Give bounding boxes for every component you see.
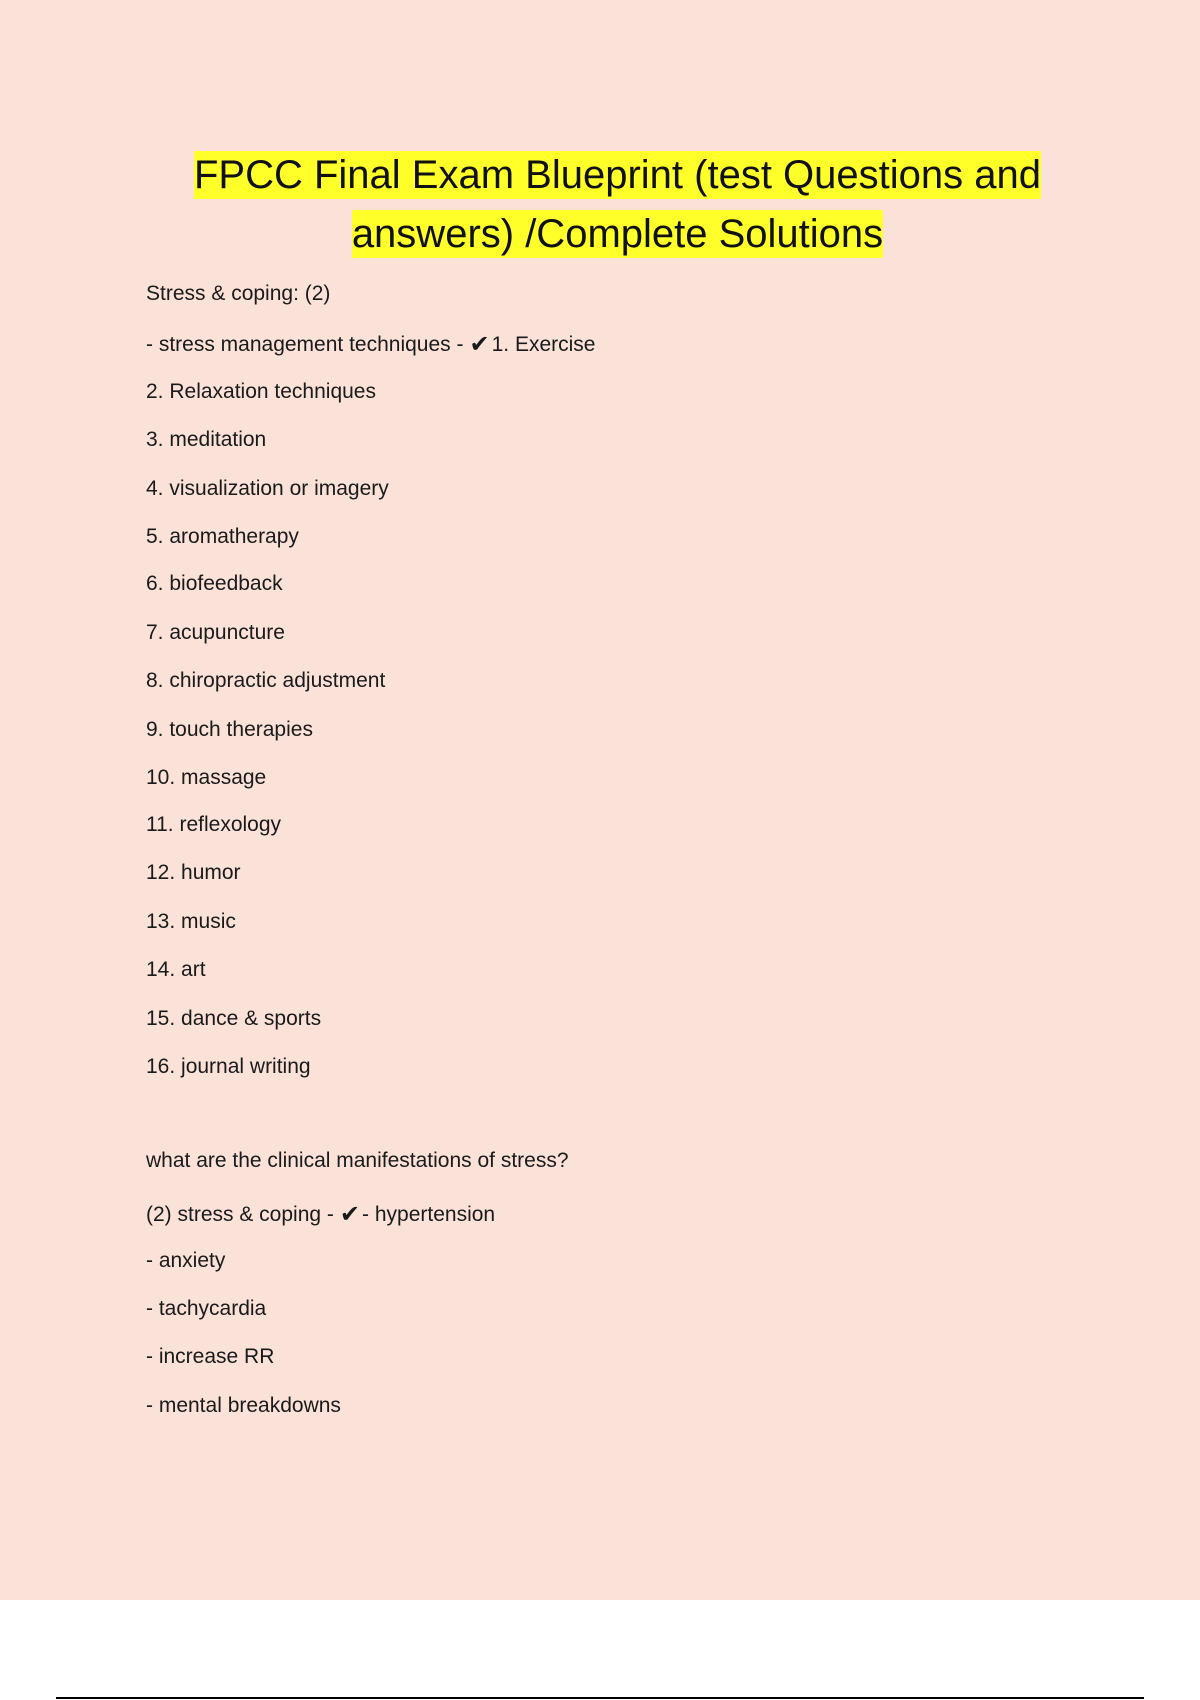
list-item: - tachycardia [146,1297,267,1320]
list-item: 7. acupuncture [146,621,285,644]
check-icon: ✔ [469,330,490,358]
list-item: 14. art [146,958,206,981]
list-item: 10. massage [146,766,267,789]
list-item: 15. dance & sports [146,1007,322,1030]
section-2-question [146,1200,495,1229]
list-item: 13. music [146,910,236,933]
list-item: 9. touch therapies [146,718,313,741]
list-item: 4. visualization or imagery [146,477,389,500]
list-item: 11. reflexology [146,813,282,836]
title-line-1: FPCC Final Exam Blueprint (test Questions and [193,153,1041,197]
footer-divider [56,1697,1144,1699]
list-item: 5. aromatherapy [146,525,299,548]
list-item: 8. chiropractic adjustment [146,669,386,692]
list-item: 2. Relaxation techniques [146,380,376,403]
question-text: (2) stress & coping - [146,1203,334,1226]
answer-first: - hypertension [362,1203,496,1226]
section-2-heading: what are the clinical manifestations of stress? [146,1149,569,1172]
section-1-heading: Stress & coping: (2) [146,282,331,305]
list-item: - mental breakdowns [146,1394,341,1417]
list-item: - increase RR [146,1345,275,1368]
list-item: 16. journal writing [146,1055,311,1078]
title-line-2: answers) /Complete Solutions [351,212,884,256]
list-item: - anxiety [146,1249,226,1272]
question-text: - stress management techniques - [146,333,464,356]
document-title [100,146,1135,264]
list-item: 6. biofeedback [146,572,283,595]
list-item: 3. meditation [146,428,267,451]
answer-first: 1. Exercise [491,333,596,356]
list-item: 12. humor [146,861,241,884]
section-1-question [146,330,595,359]
check-icon: ✔ [339,1200,361,1228]
